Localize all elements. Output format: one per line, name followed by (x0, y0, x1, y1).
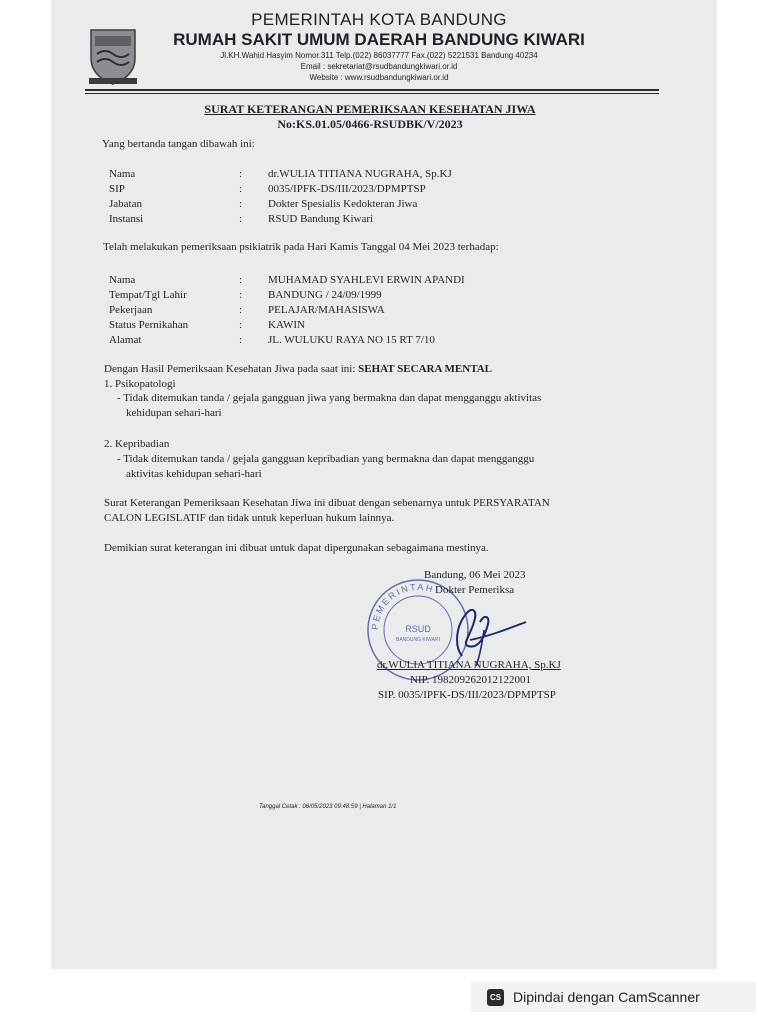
field-label: Status Pernikahan (109, 319, 189, 331)
print-timestamp: Tanggal Cetak : 06/05/2023 09:48:59 | Halaman 1/1 (259, 804, 397, 810)
field-label: Alamat (109, 334, 142, 346)
letter-title: SURAT KETERANGAN PEMERIKSAAN KESEHATAN JIWA (204, 102, 536, 116)
field-colon: : (239, 304, 243, 316)
signer-sip: SIP. 0035/IPFK-DS/III/2023/DPMPTSP (378, 689, 556, 701)
field-label: Pekerjaan (109, 304, 153, 316)
section2-line2: aktivitas kehidupan sehari-hari (126, 468, 262, 480)
field-label: SIP (109, 183, 125, 195)
city-emblem-logo (87, 24, 139, 86)
field-colon: : (239, 198, 243, 210)
letterhead (139, 10, 619, 83)
header-rule-thin (85, 93, 659, 94)
purpose-line2: CALON LEGISLATIF dan tidak untuk keperluan hukum lainnya. (104, 512, 395, 524)
field-label: Nama (109, 168, 136, 180)
signer-nip: NIP. 198209262012122001 (410, 674, 532, 686)
field-value: PELAJAR/MAHASISWA (268, 304, 385, 316)
signature-role: Dokter Pemeriksa (435, 584, 515, 596)
svg-text:PEMERINTAH (370, 582, 436, 630)
field-label: Tempat/Tgl Lahir (109, 289, 187, 301)
field-value: RSUD Bandung Kiwari (268, 213, 374, 225)
field-colon: : (239, 168, 243, 180)
field-label: Instansi (109, 213, 144, 225)
result-value: SEHAT SECARA MENTAL (358, 363, 493, 375)
closing-text: Demikian surat keterangan ini dibuat untuk dapat dipergunakan sebagaimana mestinya. (104, 542, 489, 554)
camscanner-icon: CS (487, 989, 504, 1006)
section2-title: 2. Kepribadian (104, 438, 170, 450)
stamp-center-text: RSUD (405, 624, 431, 634)
letterhead-website: Website : www.rsudbandungkiwari.or.id (309, 73, 449, 82)
section2-line1: - Tidak ditemukan tanda / gejala gangguan kepribadian yang bermakna dan dapat mengganggu (117, 453, 535, 465)
section1-line2: kehidupan sehari-hari (126, 407, 222, 419)
stamp-ring-text: PEMERINTAH (369, 581, 436, 631)
purpose-line1: Surat Keterangan Pemeriksaan Kesehatan Jiwa ini dibuat dengan sebenarnya untuk PERSYARATAN (104, 497, 550, 509)
field-value: MUHAMAD SYAHLEVI ERWIN APANDI (268, 274, 465, 286)
field-label: Jabatan (109, 198, 142, 210)
letterhead-email: Email : sekretariat@rsudbandungkiwari.or.id (300, 62, 458, 71)
header-rule-thick (85, 89, 659, 91)
exam-statement: Telah melakukan pemeriksaan psikiatrik pada Hari Kamis Tanggal 04 Mei 2023 terhadap: (103, 241, 499, 253)
field-value: Dokter Spesialis Kedokteran Jiwa (268, 198, 418, 210)
field-value: dr.WULIA TITIANA NUGRAHA, Sp.KJ (268, 168, 452, 180)
stamp-center-sub: BANDUNG KIWARI (396, 637, 440, 643)
result-prefix: Dengan Hasil Pemeriksaan Kesehatan Jiwa pada saat ini: (104, 363, 359, 375)
camscanner-label: Dipindai dengan CamScanner (513, 989, 700, 1005)
letterhead-address: Jl.KH.Wahid Hasyim Nomor.311 Telp.(022) 86037777 Fax.(022) 5221531 Bandung 40234 (220, 51, 538, 60)
field-label: Nama (109, 274, 136, 286)
letter-number: No:KS.01.05/0466-RSUDBK/V/2023 (277, 117, 463, 131)
signature-place-date: Bandung, 06 Mei 2023 (424, 569, 526, 581)
field-value: BANDUNG / 24/09/1999 (268, 289, 382, 301)
field-colon: : (239, 319, 243, 331)
field-colon: : (239, 289, 243, 301)
field-colon: : (239, 213, 243, 225)
field-colon: : (239, 183, 243, 195)
camscanner-watermark (471, 982, 756, 1012)
field-colon: : (239, 334, 243, 346)
letterhead-hospital: RUMAH SAKIT UMUM DAERAH BANDUNG KIWARI (173, 30, 585, 49)
field-value: 0035/IPFK-DS/III/2023/DPMPTSP (268, 183, 426, 195)
signer-name: dr.WULIA TITIANA NUGRAHA, Sp.KJ (377, 659, 561, 671)
letterhead-government: PEMERINTAH KOTA BANDUNG (251, 10, 507, 29)
intro-text: Yang bertanda tangan dibawah ini: (102, 138, 255, 150)
section1-title: 1. Psikopatologi (104, 378, 176, 390)
field-value: KAWIN (268, 319, 305, 331)
section1-line1: - Tidak ditemukan tanda / gejala gangguan jiwa yang bermakna dan dapat mengganggu aktivitas (117, 392, 542, 404)
field-value: JL. WULUKU RAYA NO 15 RT 7/10 (268, 334, 435, 346)
result-line (104, 362, 492, 376)
field-colon: : (239, 274, 243, 286)
